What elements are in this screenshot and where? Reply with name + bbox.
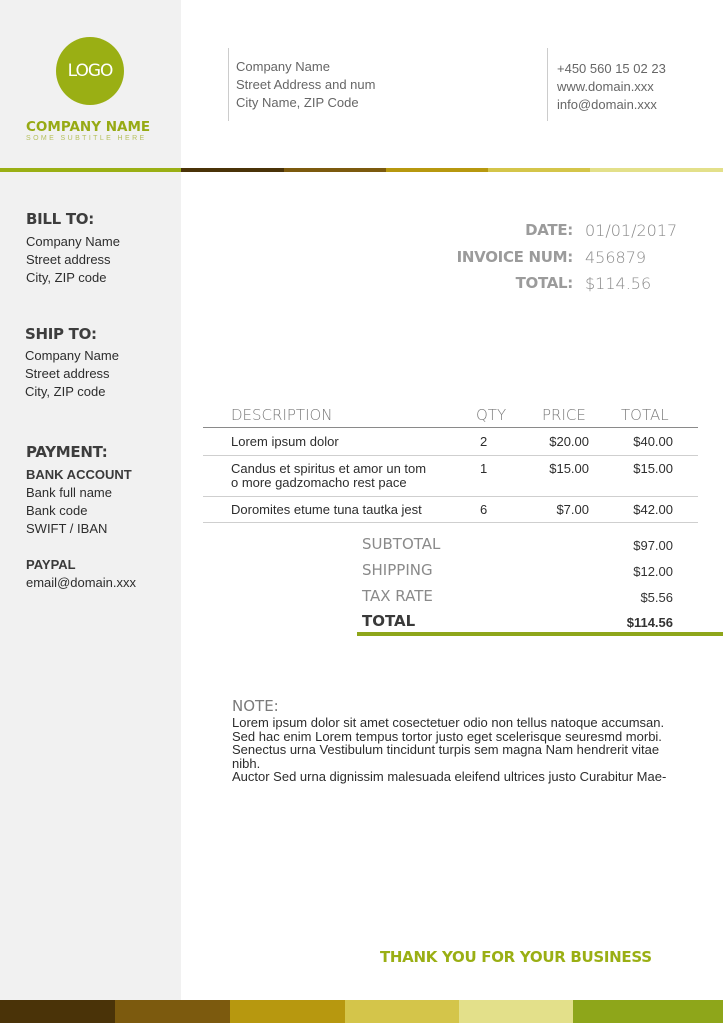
payment-heading: PAYMENT: [26, 443, 108, 461]
date-value: 01/01/2017 [585, 221, 678, 240]
row-2-description-line-1: Candus et spiritus et amor un tom [231, 461, 427, 476]
header-divider-left [228, 48, 229, 121]
logo-text: LOGO [67, 61, 113, 81]
shipping-label: SHIPPING [362, 561, 433, 579]
footer-stripe-6 [573, 1000, 723, 1023]
footer-stripe-1 [0, 1000, 115, 1023]
ship-to-heading: SHIP TO: [25, 325, 97, 343]
bank-name: Bank full name [26, 485, 112, 500]
header-phone: +450 560 15 02 23 [557, 61, 666, 76]
row-3-description: Doromites etume tuna tautka jest [231, 502, 422, 517]
tax-rate-value: $5.56 [640, 590, 673, 605]
note-line: nibh. [232, 755, 261, 771]
row-3-total: $42.00 [633, 502, 673, 517]
subtotal-value: $97.00 [633, 538, 673, 553]
tax-rate-label: TAX RATE [362, 587, 433, 605]
paypal-email[interactable]: email@domain.xxx [26, 575, 137, 590]
row-2-total: $15.00 [633, 461, 673, 476]
row-2-price: $15.00 [549, 461, 589, 476]
row-1-total: $40.00 [633, 434, 673, 449]
bank-account-heading: BANK ACCOUNT [26, 467, 132, 482]
thank-you-message: THANK YOU FOR YOUR BUSINESS [380, 948, 652, 966]
company-name: COMPANY NAME [26, 119, 151, 135]
row-1-price: $20.00 [549, 434, 589, 449]
row-3-qty: 6 [480, 502, 488, 517]
header-stripe-2 [284, 168, 386, 172]
footer-stripe-4 [345, 1000, 459, 1023]
table-header-divider [203, 427, 698, 428]
ship-to-city: City, ZIP code [25, 384, 106, 399]
footer-stripe-5 [459, 1000, 573, 1023]
row-1-qty: 2 [480, 434, 488, 449]
note-line: Sed hac enim Lorem tempus tortor justo eget scelerisque seuresmd morbi. [232, 728, 662, 744]
invoice-number-label: INVOICE NUM: [456, 248, 573, 266]
column-header-description: DESCRIPTION [231, 406, 333, 424]
grand-total-label: TOTAL [362, 612, 416, 630]
shipping-value: $12.00 [633, 564, 673, 579]
header-contact [557, 60, 666, 114]
row-divider [203, 496, 698, 497]
header-company-name: Company Name [236, 59, 330, 74]
swift-iban: SWIFT / IBAN [26, 521, 108, 536]
header-stripe-4 [488, 168, 590, 172]
logo [56, 37, 124, 105]
header-divider-right [547, 48, 548, 121]
bill-to-heading: BILL TO: [26, 210, 94, 228]
header-city: City Name, ZIP Code [236, 95, 359, 110]
header-email[interactable]: info@domain.xxx [557, 97, 657, 112]
total-value: $114.56 [585, 274, 652, 293]
header-stripe-5 [590, 168, 723, 172]
bill-to-street: Street address [26, 252, 111, 267]
note-text [232, 716, 692, 784]
date-label: DATE: [525, 221, 573, 239]
note-line: Lorem ipsum dolor sit amet cosectetuer odio non tellus natoque accumsan. [232, 715, 665, 730]
ship-to-company: Company Name [25, 348, 119, 363]
subtotal-label: SUBTOTAL [362, 535, 441, 553]
row-1-description: Lorem ipsum dolor [231, 434, 339, 449]
row-2-description-line-2: o more gadzomacho rest pace [231, 475, 407, 490]
header-stripe-3 [386, 168, 488, 172]
row-2-qty: 1 [480, 461, 488, 476]
row-divider [203, 522, 698, 523]
footer-stripe-2 [115, 1000, 230, 1023]
column-header-price: PRICE [542, 406, 586, 424]
grand-total-value: $114.56 [626, 615, 673, 630]
row-divider [203, 455, 698, 456]
note-line: Auctor Sed urna dignissim malesuada eleifend ultrices justo Curabitur Mae- [232, 769, 667, 784]
column-header-qty: QTY [476, 406, 507, 424]
company-subtitle: SOME SUBTITLE HERE [26, 135, 147, 142]
note-line: Senectus urna Vestibulum tincidunt turpis sem magna Nam hendrerit vitae [232, 742, 660, 757]
paypal-heading: PAYPAL [26, 557, 76, 572]
header-line-green [0, 168, 181, 172]
header-stripe-1 [181, 168, 284, 172]
bank-code: Bank code [26, 503, 88, 518]
ship-to-street: Street address [25, 366, 110, 381]
note-label: NOTE: [232, 697, 279, 715]
header-street: Street Address and num [236, 77, 376, 92]
row-3-price: $7.00 [556, 502, 589, 517]
column-header-total: TOTAL [621, 406, 669, 424]
total-label: TOTAL: [515, 274, 573, 292]
header-website[interactable]: www.domain.xxx [557, 79, 654, 94]
total-underline [357, 632, 723, 636]
footer-stripe-3 [230, 1000, 345, 1023]
bill-to-company: Company Name [26, 234, 120, 249]
bill-to-city: City, ZIP code [26, 270, 107, 285]
header-address [236, 58, 375, 112]
invoice-number-value: 456879 [585, 248, 647, 267]
